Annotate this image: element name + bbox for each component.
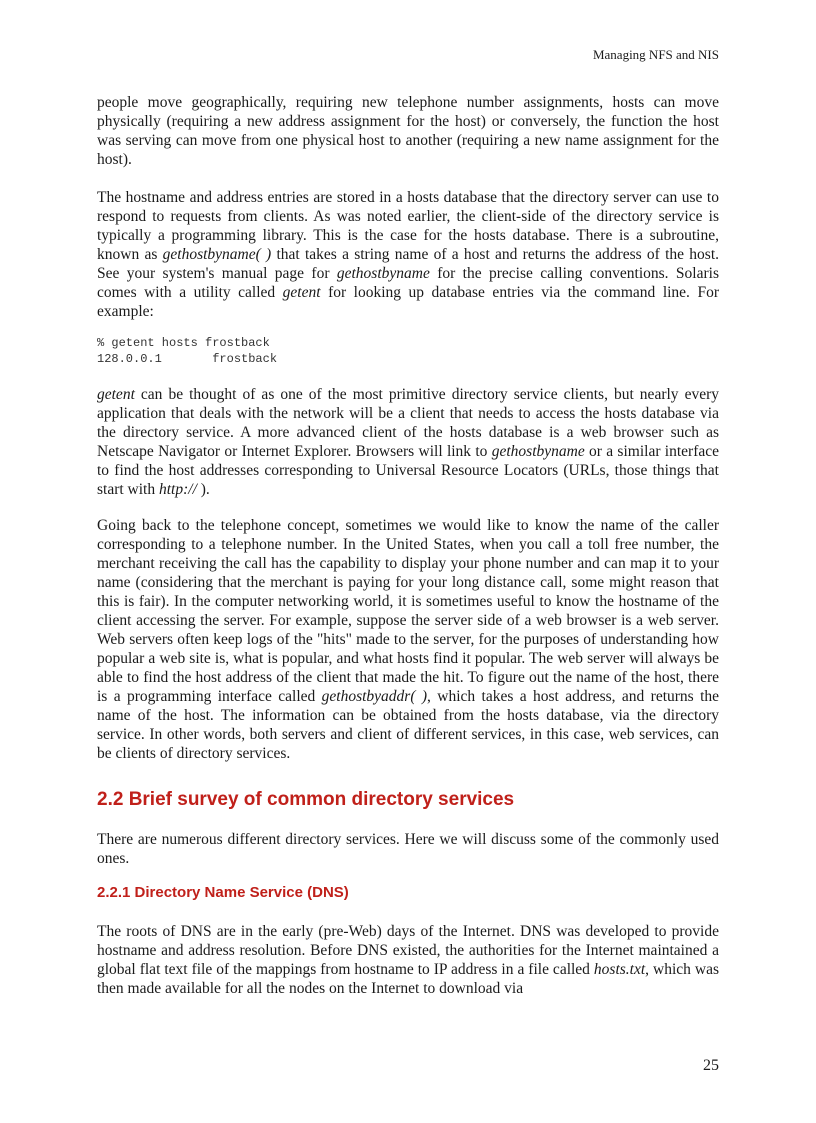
url-scheme-http: http:// — [159, 481, 197, 498]
section-heading-2-2: 2.2 Brief survey of common directory services — [97, 789, 515, 810]
function-gethostbyname: gethostbyname( ) — [162, 246, 272, 263]
file-hosts-txt: hosts.txt — [593, 961, 646, 978]
paragraph-5: There are numerous different directory services. Here we will discuss some of the commonly used ones. — [97, 831, 719, 867]
page-number: 25 — [703, 1057, 719, 1074]
paragraph-3: getent can be thought of as one of the most primitive directory service clients, but nearly every application that deals with the network will be a client that needs to access the hosts database via the directory service. A more advanced client of the hosts database is a web browser such as Netscape Navigator or Internet Explorer. Browsers will link to gethostbyname or a similar interface to find the host addresses corresponding to Universal Resource Locators (URLs, those things that start with http:// ). — [97, 386, 719, 498]
paragraph-6: The roots of DNS are in the early (pre-Web) days of the Internet. DNS was developed to provide hostname and address resolution. Before DNS existed, the authorities for the Internet maintained a global flat text file of the mappings from hostname to IP address in a file called hosts.txt, which was then made available for all the nodes on the Internet to download via — [97, 923, 719, 997]
utility-getent: getent — [282, 284, 321, 301]
code-example: % getent hosts frostback 128.0.0.1 frostback — [97, 336, 278, 366]
function-gethostbyaddr: gethostbyaddr( ) — [321, 688, 428, 705]
paragraph-2: The hostname and address entries are stored in a hosts database that the directory server can use to respond to requests from clients. As was noted earlier, the client-side of the directory service is typically a programming library. This is the case for the hosts database. There is a subroutine, known as gethostbyname( ) that takes a string name of a host and returns the address of the host. See your system's manual page for gethostbyname for the precise calling conventions. Solaris comes with a utility called getent for looking up database entries via the command line. For example: — [97, 189, 719, 320]
paragraph-4: Going back to the telephone concept, sometimes we would like to know the name of the caller corresponding to a telephone number. In the United States, when you call a toll free number, the merchant receiving the call has the capability to display your phone number and can map it to your name (considering that the merchant is paying for your long distance call, some might reason that this is fair). In the computer networking world, it is sometimes useful to know the hostname of the client accessing the server. For example, suppose the server side of a web browser is a web server. Web servers often keep logs of the "hits" made to the server, for the purposes of understanding how popular a web site is, what is popular, and what hosts find it popular. The web server will always be able to find the host address of the client that made the hit. To figure out the name of the host, there is a programming interface called gethostbyaddr( ), which takes a host address, and returns the name of the host. The information can be obtained from the hosts database, via the directory service. In other words, both servers and client of different services, in this case, web services, can be clients of directory services. — [97, 517, 720, 762]
running-header: Managing NFS and NIS — [592, 47, 719, 62]
function-gethostbyname-ref: gethostbyname — [336, 265, 430, 282]
subsection-heading-2-2-1: 2.2.1 Directory Name Service (DNS) — [97, 884, 349, 901]
paragraph-1: people move geographically, requiring new telephone number assignments, hosts can move physically (requiring a new address assignment for the host) or conversely, the function the host was serving can move from one physical host to another (requiring a new name assignment for the host). — [97, 94, 719, 168]
function-gethostbyname-link: gethostbyname — [491, 443, 585, 460]
utility-getent-lead: getent — [97, 386, 135, 403]
